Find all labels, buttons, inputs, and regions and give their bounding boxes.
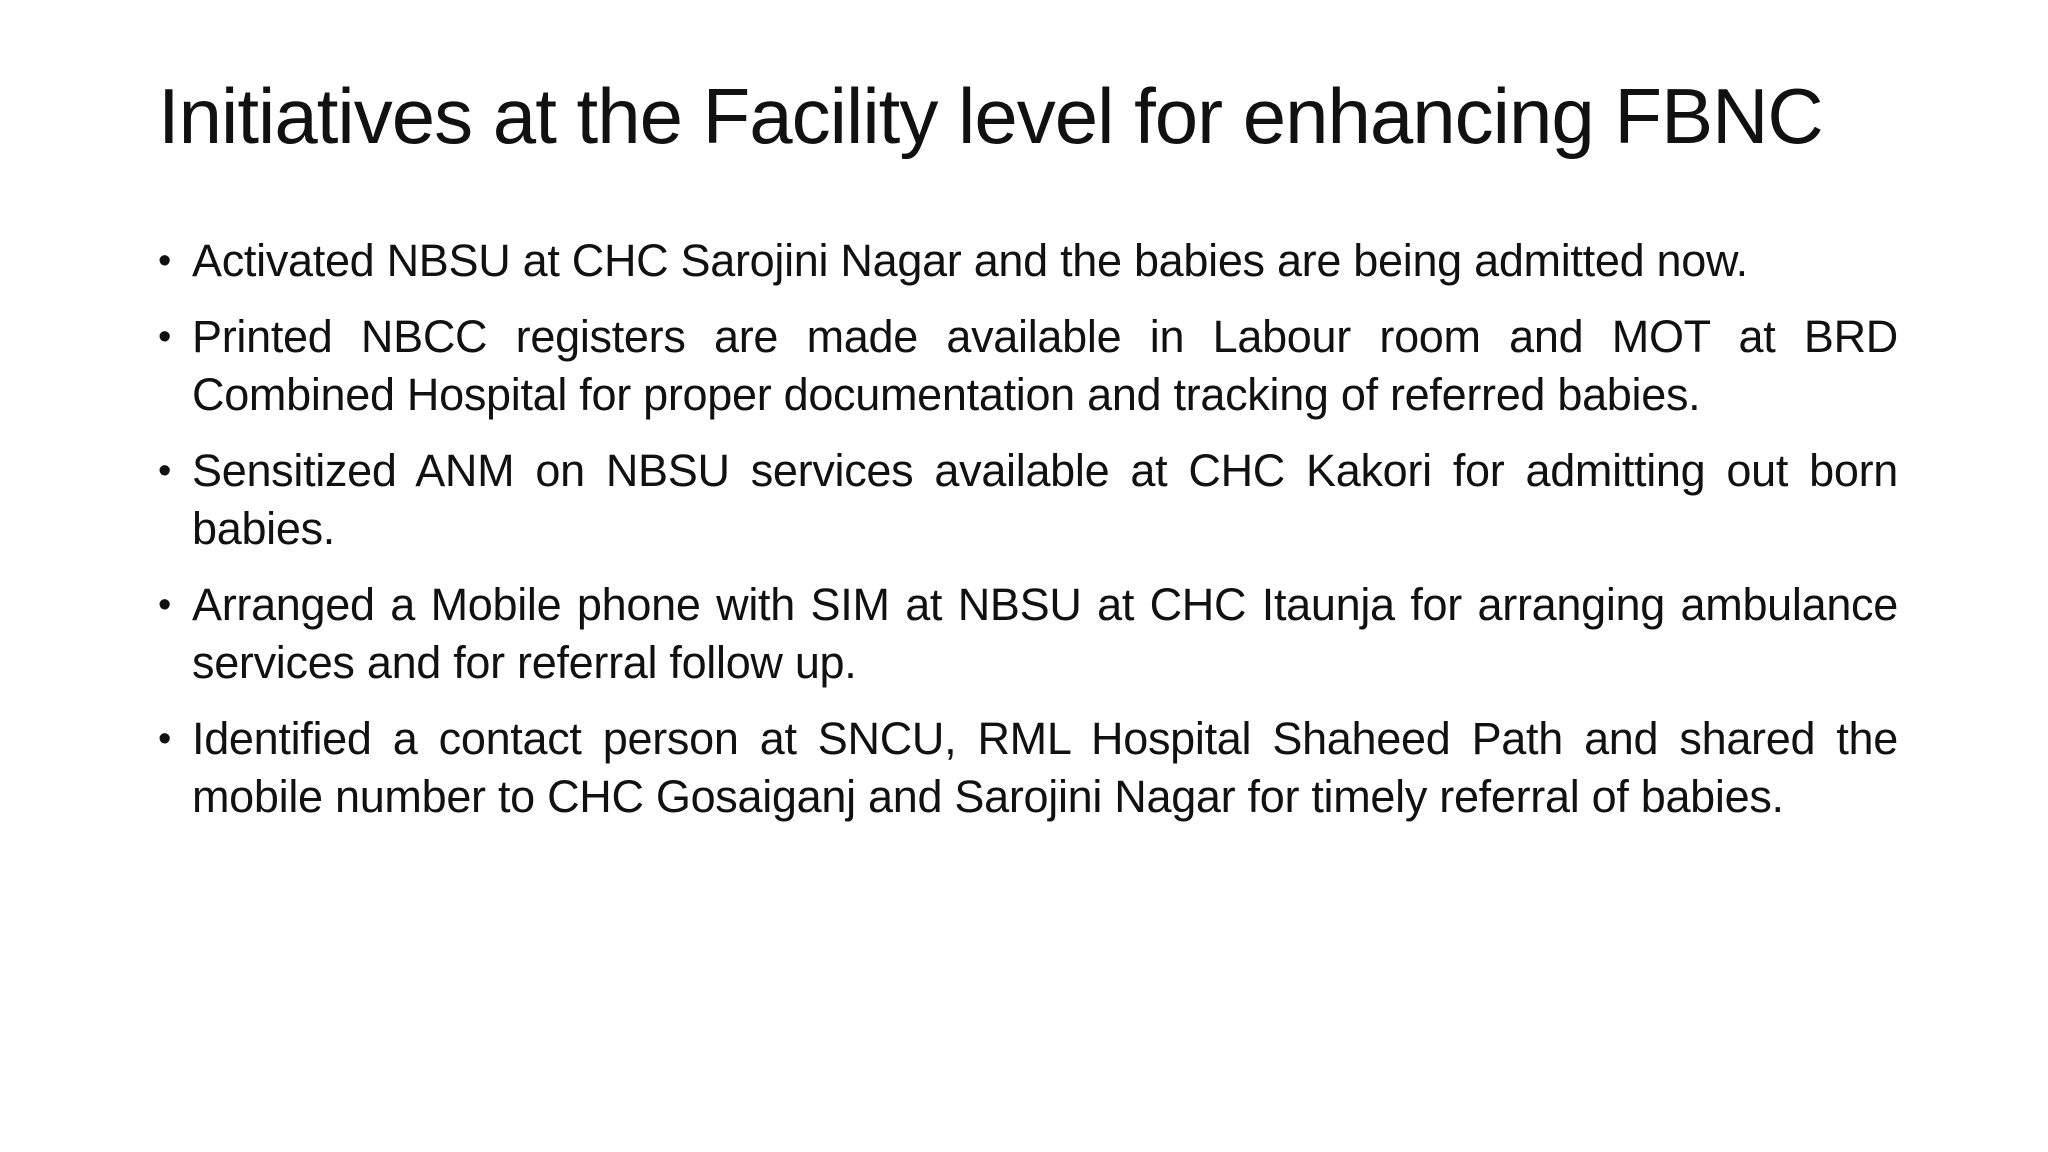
bullet-text: Printed NBCC registers are made available in Labour room and MOT at BRD Combined Hospital for proper documentation and tracking of referred babies. — [192, 311, 1898, 420]
bullet-dot-icon: • — [158, 718, 172, 760]
bullet-text: Identified a contact person at SNCU, RML Hospital Shaheed Path and shared the mobile number to CHC Gosaiganj and Sarojini Nagar for timely referral of babies. — [192, 713, 1898, 822]
bullet-dot-icon: • — [158, 450, 172, 492]
bullet-text: Arranged a Mobile phone with SIM at NBSU at CHC Itaunja for arranging ambulance services and for referral follow up. — [192, 579, 1898, 688]
bullet-item — [158, 576, 1898, 692]
bullet-list — [158, 232, 1898, 844]
bullet-text: Sensitized ANM on NBSU services available at CHC Kakori for admitting out born babies. — [192, 445, 1898, 554]
bullet-item — [158, 442, 1898, 558]
bullet-dot-icon: • — [158, 584, 172, 626]
bullet-dot-icon: • — [158, 240, 172, 282]
bullet-text: Activated NBSU at CHC Sarojini Nagar and the babies are being admitted now. — [192, 235, 1748, 286]
bullet-item — [158, 232, 1898, 290]
bullet-item — [158, 710, 1898, 826]
slide-title: Initiatives at the Facility level for enhancing FBNC — [158, 72, 1823, 160]
bullet-item — [158, 308, 1898, 424]
bullet-dot-icon: • — [158, 316, 172, 358]
